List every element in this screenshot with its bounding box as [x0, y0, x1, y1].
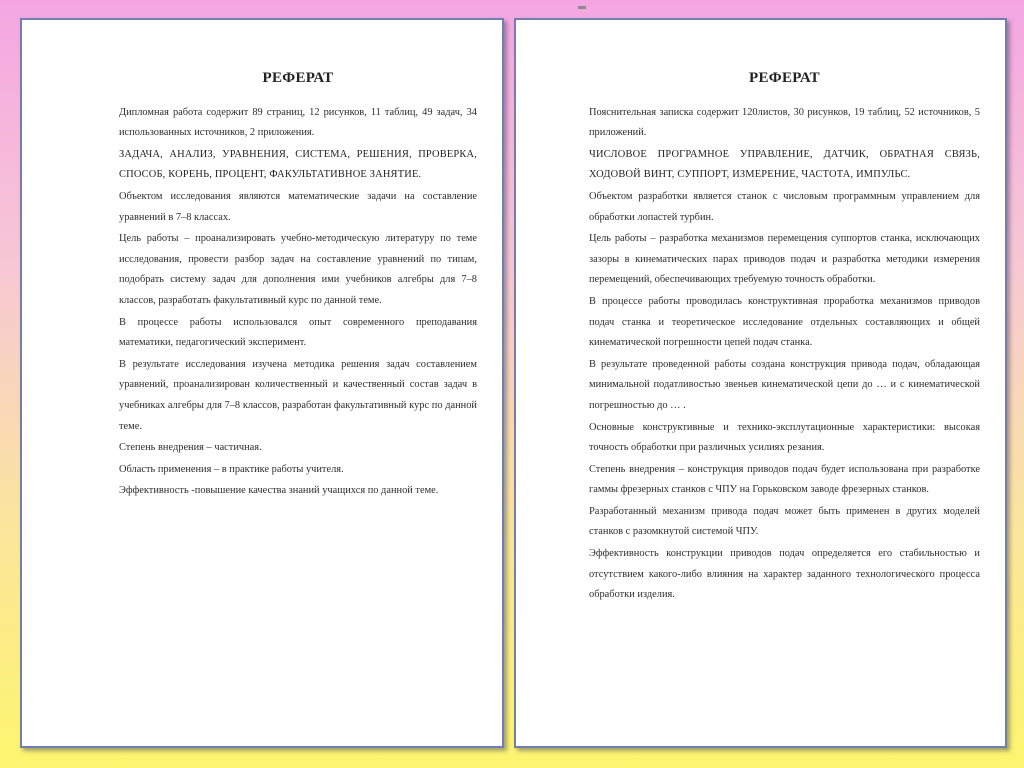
- right-paragraph-goal: Цель работы – разработка механизмов перемещения суппортов станка, исключающих зазоры в кинематических парах приводов подач и разработка методики измерения перемещений, обеспечивающих требуемую точность обработки.: [589, 233, 980, 286]
- left-keywords: ЗАДАЧА, АНАЛИЗ, УРАВНЕНИЯ, СИСТЕМА, РЕШЕНИЯ, ПРОВЕРКА, СПОСОБ, КОРЕНЬ, ПРОЦЕНТ, ФАКУЛЬТАТИВНОЕ ЗАНЯТИЕ.: [119, 148, 477, 181]
- right-paragraph-implementation: Степень внедрения – конструкция приводов подач будет использована при разработке гаммы фрезерных станков с ЧПУ на Горьковском заводе фрезерных станков.: [589, 463, 980, 496]
- left-paragraph-efficiency: Эффективность -повышение качества знаний учащихся по данной теме.: [119, 485, 439, 497]
- left-paragraph-application: Область применения – в практике работы учителя.: [119, 463, 344, 475]
- left-paragraph-process: В процессе работы использовался опыт современного преподавания математики, педагогический эксперимент.: [119, 316, 477, 349]
- right-paragraph-result: В результате проведенной работы создана конструкция привода подач, обладающая минимальной податливостью звеньев кинематической цепи до … и с кинематической погрешностью до … .: [589, 358, 980, 411]
- right-paragraph-efficiency: Эффективность конструкции приводов подач определяется его стабильностью и отсутствием какого-либо влияния на характер заданного технологического процесса обработки изделия.: [589, 548, 980, 601]
- left-paragraph-object: Объектом исследования являются математические задачи на составление уравнений в 7–8 классах.: [119, 190, 477, 223]
- right-paragraph-1: Пояснительная записка содержит 120листов, 30 рисунков, 19 таблиц, 52 источников, 5 приложений.: [589, 106, 980, 139]
- top-marker: [578, 6, 586, 9]
- left-paragraph-implementation: Степень внедрения – частичная.: [119, 442, 262, 454]
- right-paragraph-characteristics: Основные конструктивные и технико-эксплутационные характеристики: высокая точность обработки при различных усилиях резания.: [589, 421, 980, 454]
- left-abstract-page: [20, 18, 504, 748]
- left-page-content: [119, 68, 477, 503]
- right-paragraph-process: В процессе работы проводилась конструктивная проработка механизмов приводов подач станка и теоретическое исследование отдельных составляющих и общей кинематической погрешности цепей подач станка.: [589, 295, 980, 349]
- right-paragraph-object: Объектом разработки является станок с числовым программным управлением для обработки лопастей турбин.: [589, 190, 980, 223]
- right-keywords: ЧИСЛОВОЕ ПРОГРАМНОЕ УПРАВЛЕНИЕ, ДАТЧИК, ОБРАТНАЯ СВЯЗЬ, ХОДОВОЙ ВИНТ, СУППОРТ, ИЗМЕРЕНИЕ, ЧАСТОТА, ИМПУЛЬС.: [589, 148, 980, 181]
- left-paragraph-1: Дипломная работа содержит 89 страниц, 12 рисунков, 11 таблиц, 49 задач, 34 использованных источников, 2 приложения.: [119, 106, 477, 139]
- right-paragraph-application: Разработанный механизм привода подач может быть применен в других моделей станков с разомкнутой системой ЧПУ.: [589, 505, 980, 538]
- right-page-content: [589, 68, 980, 607]
- left-paragraph-goal: Цель работы – проанализировать учебно-методическую литературу по теме исследования, провести разбор задач на составление уравнений по типам, подобрать систему задач для дополнения ими учебников алгебры для 7–8 классов, разработать факультативный курс по данной теме.: [119, 233, 477, 306]
- right-page-title: РЕФЕРАТ: [749, 70, 820, 86]
- right-abstract-page: [514, 18, 1007, 748]
- left-page-title: РЕФЕРАТ: [262, 70, 334, 86]
- left-paragraph-result: В результате исследования изучена методика решения задач составлением уравнений, проанализирован количественный и качественный состав задач в учебниках алгебры для 7–8 классов, разработан факультативный курс по данной теме.: [119, 358, 477, 432]
